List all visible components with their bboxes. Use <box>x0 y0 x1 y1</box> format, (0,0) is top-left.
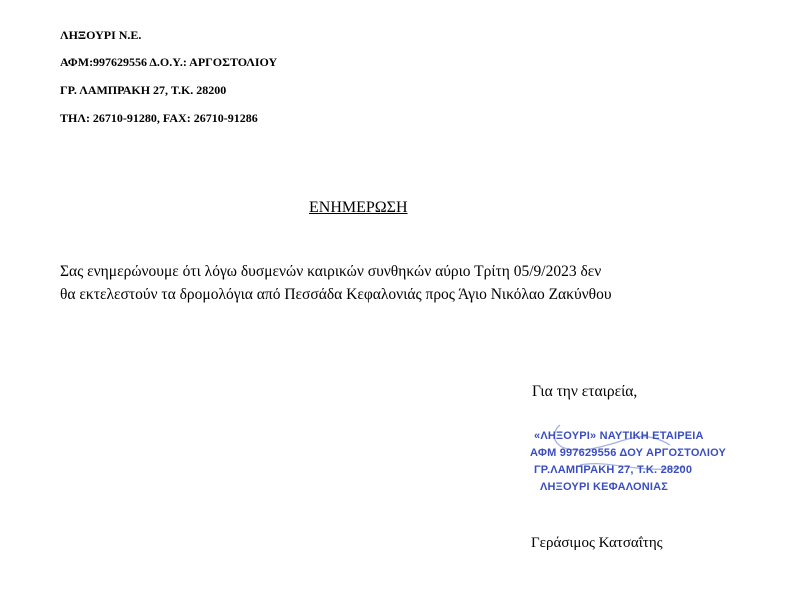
signer-name: Γεράσιμος Κατσαΐτης <box>531 535 663 551</box>
company-address: ΓΡ. ΛΑΜΠΡΑΚΗ 27, Τ.Κ. 28200 <box>60 83 227 97</box>
company-name: ΛΗΞΟΥΡΙ Ν.Ε. <box>60 28 142 42</box>
stamp-line-1: «ΛΗΞΟΥΡΙ» ΝΑΥΤΙΚΗ ΕΤΑΙΡΕΙΑ <box>534 430 704 442</box>
stamp-line-3: ΓΡ.ΛΑΜΠΡΑΚΗ 27, Τ.Κ. 28200 <box>534 464 693 476</box>
company-phone-fax: ΤΗΛ: 26710-91280, FAX: 26710-91286 <box>60 111 258 125</box>
stamp-line-2: ΑΦΜ 997629556 ΔΟΥ ΑΡΓΟΣΤΟΛΙΟΥ <box>530 447 727 459</box>
stamp-line-4: ΛΗΞΟΥΡΙ ΚΕΦΑΛΟΝΙΑΣ <box>540 481 669 493</box>
company-stamp <box>520 415 727 510</box>
company-tax-id: ΑΦΜ:997629556 Δ.Ο.Υ.: ΑΡΓΟΣΤΟΛΙΟΥ <box>60 55 278 69</box>
body-line-1: Σας ενημερώνουμε ότι λόγω δυσμενών καιρικών συνθηκών αύριο Τρίτη 05/9/2023 δεν <box>60 263 602 280</box>
document-title: ΕΝΗΜΕΡΩΣΗ <box>309 199 408 216</box>
body-line-2: θα εκτελεστούν τα δρομολόγια από Πεσσάδα Κεφαλονιάς προς Άγιο Νικόλαο Ζακύνθου <box>60 286 612 303</box>
closing-phrase: Για την εταιρεία, <box>532 383 638 400</box>
